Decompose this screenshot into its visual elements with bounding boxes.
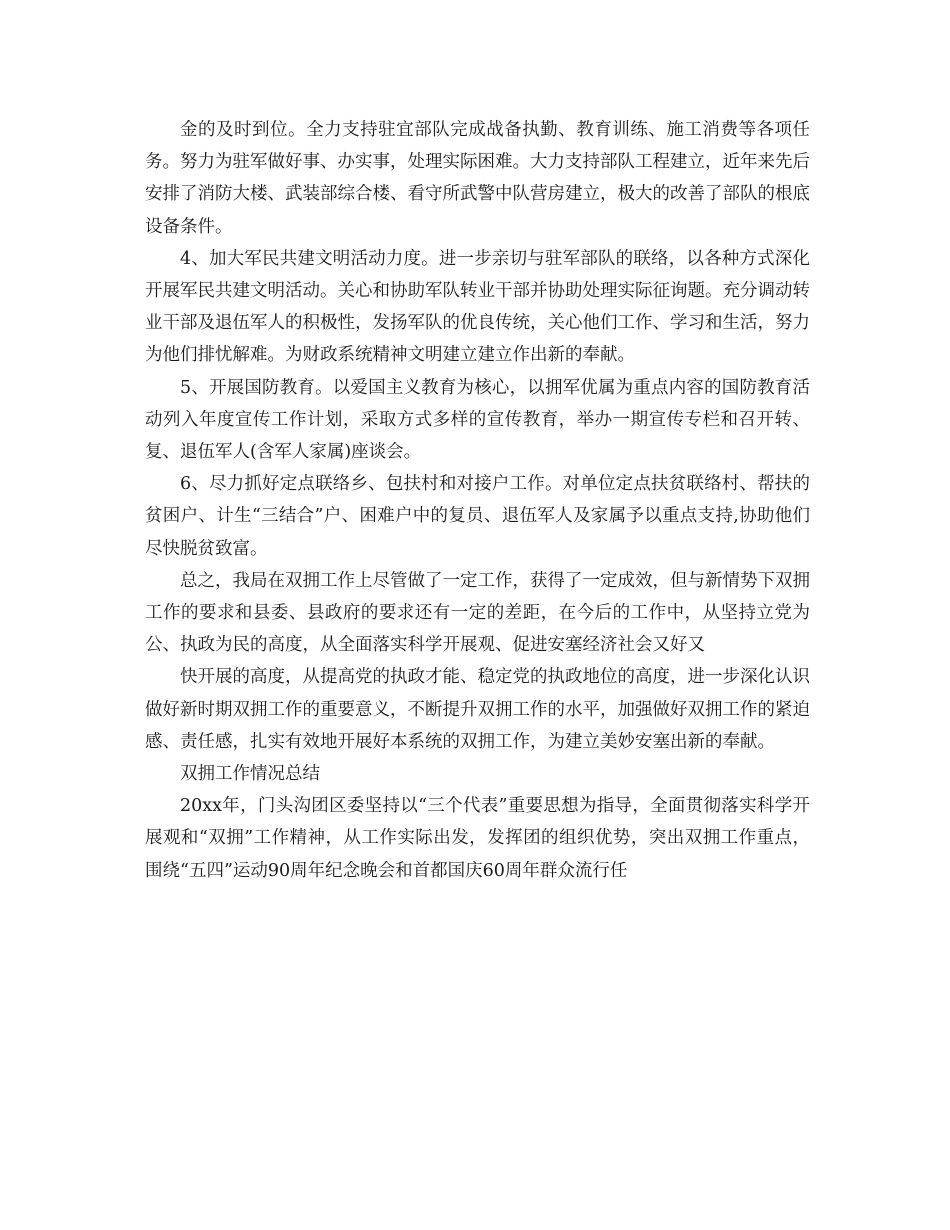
paragraph: 6、尽力抓好定点联络乡、包扶村和对接户工作。对单位定点扶贫联络村、帮扶的贫困户、计生“三结合”户、困难户中的复员、退伍军人及家属予以重点支持,协助他们尽快脱贫致富。: [145, 474, 810, 559]
section-heading: 双拥工作情况总结: [180, 764, 320, 785]
paragraph: 总之，我局在双拥工作上尽管做了一定工作，获得了一定成效，但与新情势下双拥工作的要求和县委、县政府的要求还有一定的差距，在今后的工作中，从坚持立党为公、执政为民的高度，从全面落实科学开展观、促进安塞经济社会又好又: [145, 570, 810, 656]
paragraph: 5、开展国防教育。以爱国主义教育为核心，以拥军优属为重点内容的国防教育活动列入年度宣传工作计划，采取方式多样的宣传教育，举办一期宣传专栏和召开转、复、退伍军人(含军人家属)座谈会。: [145, 377, 810, 463]
paragraph: 快开展的高度，从提高党的执政才能、稳定党的执政地位的高度，进一步深化认识做好新时期双拥工作的重要意义，不断提升双拥工作的水平，加强做好双拥工作的紧迫感、责任感，扎实有效地开展好本系统的双拥工作，为建立美妙安塞出新的奉献。: [145, 667, 810, 752]
paragraph: 4、加大军民共建文明活动力度。进一步亲切与驻军部队的联络，以各种方式深化开展军民共建文明活动。关心和协助军队转业干部并协助处理实际征询题。充分调动转业干部及退伍军人的积极性，发扬军队的优良传统，关心他们工作、学习和生活，努力为他们排忧解难。为财政系统精神文明建立建立作出新的奉献。: [145, 248, 810, 366]
paragraph: 20xx年，门头沟团区委坚持以“三个代表”重要思想为指导，全面贯彻落实科学开展观和“双拥”工作精神，从工作实际出发，发挥团的组织优势，突出双拥工作重点，围绕“五四”运动90周年纪念晚会和首都国庆60周年群众流行任: [145, 796, 810, 881]
body-text: [145, 114, 810, 887]
paragraph: 金的及时到位。全力支持驻宜部队完成战备执勤、教育训练、施工消费等各项任务。努力为驻军做好事、办实事，处理实际困难。大力支持部队工程建立，近年来先后安排了消防大楼、武装部综合楼、看守所武警中队营房建立，极大的改善了部队的根底设备条件。: [145, 120, 810, 237]
